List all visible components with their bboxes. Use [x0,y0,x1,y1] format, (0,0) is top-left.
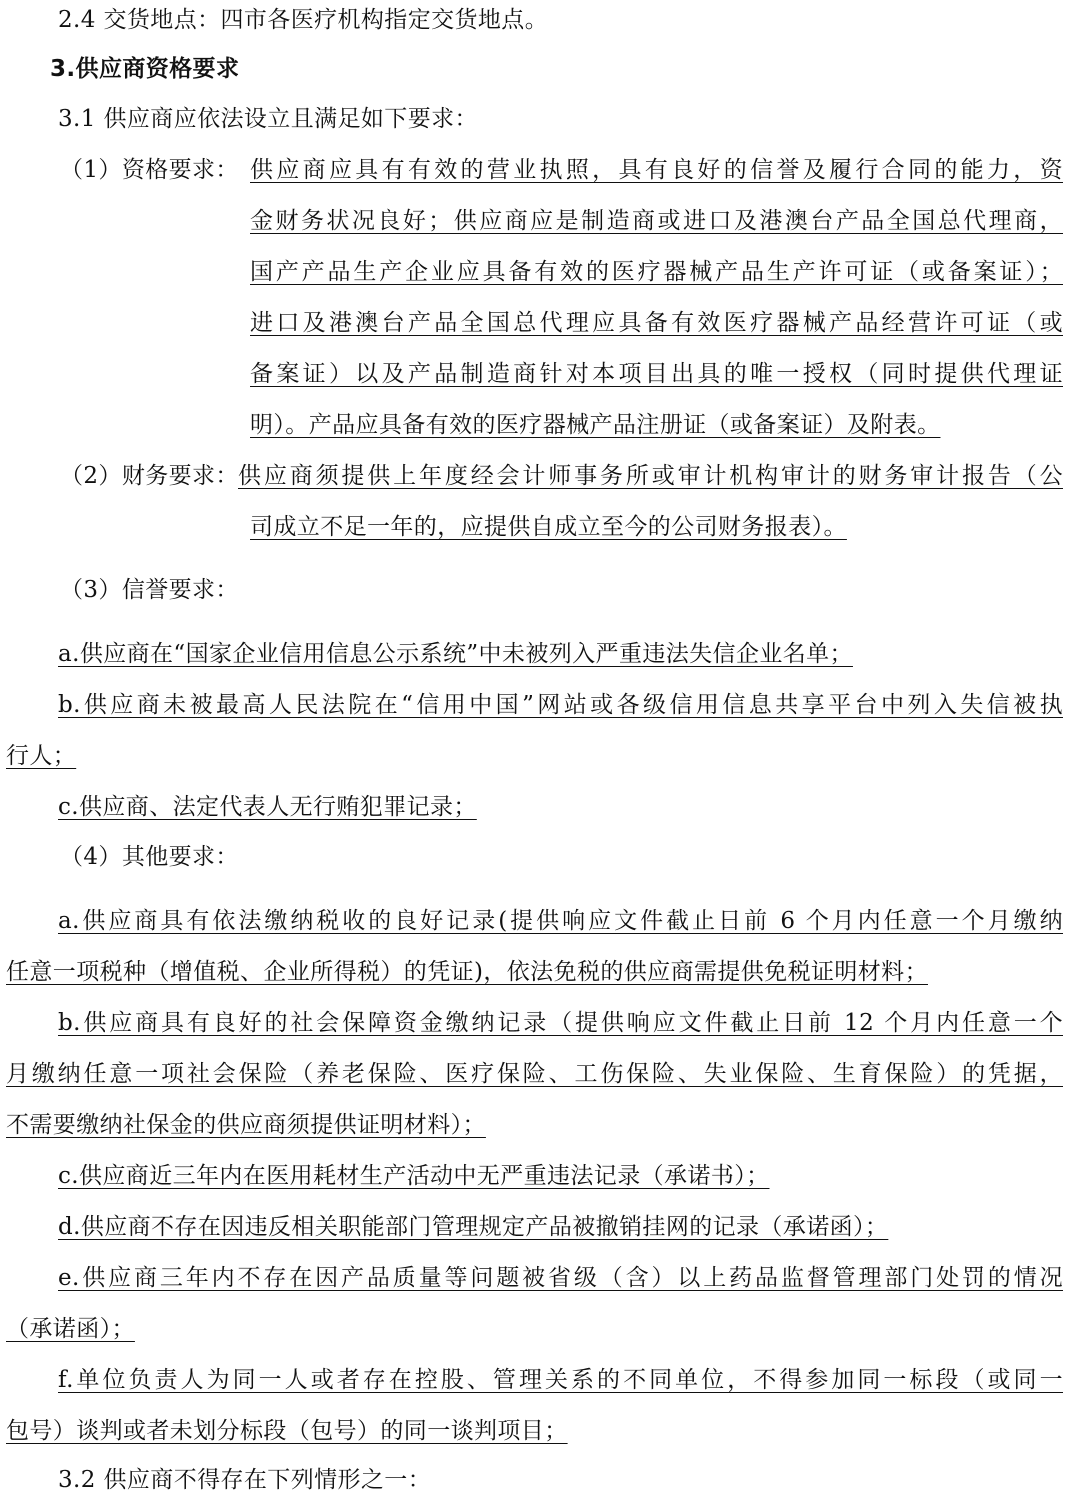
credit-item-b: b.供应商未被最高人民法院在“信用中国”网站或各级信用信息共享平台中列入失信被执 [58,692,1063,718]
section-heading-supplier-qualification: 3.供应商资格要求 [50,56,240,82]
qualification-label: （1）资格要求： [60,157,239,183]
credit-item-c: c.供应商、法定代表人无行贿犯罪记录； [58,794,477,820]
financial-label: （2）财务要求： [60,463,239,489]
other-item-b: b.供应商具有良好的社会保障资金缴纳记录（提供响应文件截止日前 12 个月内任意一个 [58,1010,1063,1036]
other-item-c: c.供应商近三年内在医用耗材生产活动中无严重违法记录（承诺书）； [58,1163,770,1189]
financial-text-line: 供应商须提供上年度经会计师事务所或审计机构审计的财务审计报告（公 [238,463,1063,489]
financial-text-line: 司成立不足一年的，应提供自成立至今的公司财务报表）。 [250,514,847,540]
qualification-text-line: 备案证）以及产品制造商针对本项目出具的唯一授权（同时提供代理证 [250,361,1063,387]
other-item-e: e.供应商三年内不存在因产品质量等问题被省级（含）以上药品监督管理部门处罚的情况 [58,1265,1063,1291]
qualification-text-line: 国产产品生产企业应具备有效的医疗器械产品生产许可证（或备案证）； [250,259,1063,285]
qualification-text-line: 金财务状况良好；供应商应是制造商或进口及港澳台产品全国总代理商， [250,208,1063,234]
other-item-d: d.供应商不存在因违反相关职能部门管理规定产品被撤销挂网的记录（承诺函）； [58,1214,889,1240]
qualification-text-line: 进口及港澳台产品全国总代理应具备有效医疗器械产品经营许可证（或 [250,310,1063,336]
other-label: （4）其他要求： [60,844,239,870]
delivery-location-line: 2.4 交货地点：四市各医疗机构指定交货地点。 [58,7,549,33]
credit-item-b-cont: 行人； [6,743,77,769]
credit-label: （3）信誉要求： [60,577,239,603]
other-item-a: a.供应商具有依法缴纳税收的良好记录(提供响应文件截止日前 6 个月内任意一个月缴纳 [58,908,1063,934]
qualification-text-line: 供应商应具有有效的营业执照，具有良好的信誉及履行合同的能力，资 [250,157,1063,183]
other-item-f-cont: 包号）谈判或者未划分标段（包号）的同一谈判项目； [6,1418,568,1444]
other-item-e-cont: （承诺函）； [6,1316,135,1342]
other-item-f: f.单位负责人为同一人或者存在控股、管理关系的不同单位，不得参加同一标段（或同一 [58,1367,1063,1393]
clause-3-1: 3.1 供应商应依法设立且满足如下要求： [58,106,478,132]
other-item-a-cont: 任意一项税种（增值税、企业所得税）的凭证)，依法免税的供应商需提供免税证明材料； [6,959,928,985]
other-item-b-cont: 月缴纳任意一项社会保险（养老保险、医疗保险、工伤保险、失业保险、生育保险）的凭据， [6,1061,1063,1087]
clause-3-2: 3.2 供应商不得存在下列情形之一： [58,1467,432,1493]
credit-item-a: a.供应商在“国家企业信用信息公示系统”中未被列入严重违法失信企业名单； [58,641,853,667]
other-item-b-cont: 不需要缴纳社保金的供应商须提供证明材料）； [6,1112,486,1138]
qualification-text-line: 明）。产品应具备有效的医疗器械产品注册证（或备案证）及附表。 [250,412,941,438]
